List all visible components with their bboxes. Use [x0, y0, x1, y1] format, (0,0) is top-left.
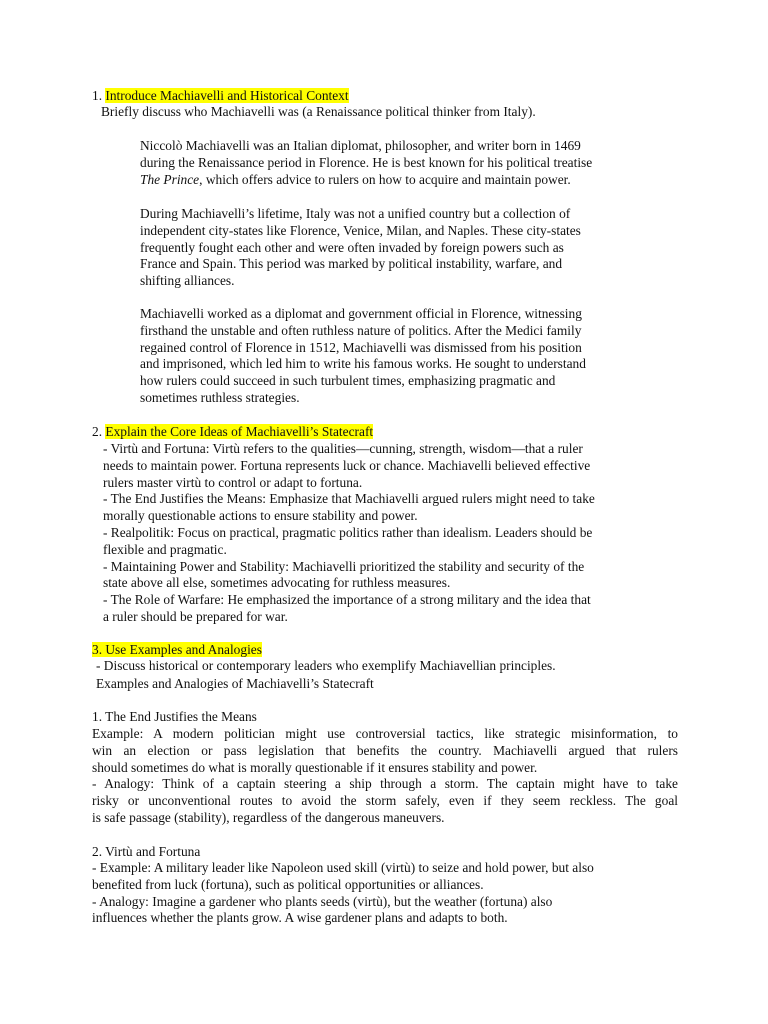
subsection-1-title: 1. The End Justifies the Means: [92, 709, 257, 724]
body-line: - Analogy: Think of a captain steering a ship through a storm. The captain might have to take: [92, 776, 678, 792]
paragraph-line: independent city-states like Florence, Venice, Milan, and Naples. These city-states: [140, 222, 581, 238]
list-line: needs to maintain power. Fortuna represents luck or chance. Machiavelli believed effective: [103, 457, 591, 473]
paragraph-line: During Machiavelli’s lifetime, Italy was not a unified country but a collection of: [140, 206, 571, 221]
paragraph-line: regained control of Florence in 1512, Machiavelli was dismissed from his position: [140, 339, 582, 355]
list-line: rulers master virtù to control or adapt to fortuna.: [103, 474, 363, 490]
body-line: benefited from luck (fortuna), such as political opportunities or alliances.: [92, 876, 484, 892]
body-line: is safe passage (stability), regardless of the dangerous maneuvers.: [92, 809, 445, 825]
body-line: should sometimes do what is morally questionable if it ensures stability and power.: [92, 759, 538, 775]
subsection-2-body: [92, 860, 594, 927]
body-line: Example: A modern politician might use controversial tactics, like strategic misinformation, to: [92, 726, 678, 741]
list-line: - Realpolitik: Focus on practical, pragmatic politics rather than idealism. Leaders should be: [103, 524, 593, 540]
paragraph-line: Niccolò Machiavelli was an Italian diplomat, philosopher, and writer born in 1469: [140, 138, 581, 153]
section-3-title: 3. Use Examples and Analogies: [92, 642, 262, 657]
list-line: - Virtù and Fortuna: Virtù refers to the qualities—cunning, strength, wisdom—that a ruler: [103, 441, 583, 456]
paragraph-1: [140, 138, 592, 188]
body-line: risky or unconventional routes to avoid the storm safely, even if they seem reckless. The goal: [92, 793, 678, 809]
body-line: influences whether the plants grow. A wise gardener plans and adapts to both.: [92, 910, 508, 926]
section-2-number: 2.: [92, 424, 103, 439]
section-3-subheading: Examples and Analogies of Machiavelli’s Statecraft: [96, 676, 374, 691]
section-3-intro: - Discuss historical or contemporary leaders who exemplify Machiavellian principles.: [96, 658, 556, 673]
paragraph-3: [140, 306, 586, 407]
subsection-2-title: 2. Virtù and Fortuna: [92, 844, 201, 859]
paragraph-line: shifting alliances.: [140, 273, 235, 289]
section-2-heading: [92, 424, 373, 441]
list-line: - Maintaining Power and Stability: Machiavelli prioritized the stability and security of the: [103, 558, 585, 574]
paragraph-line: how rulers could succeed in such turbulent times, emphasizing pragmatic and: [140, 373, 556, 389]
section-2-title: Explain the Core Ideas of Machiavelli’s Statecraft: [105, 424, 374, 439]
body-line: win an election or pass legislation that benefits the country. Machiavelli argued that rulers: [92, 742, 678, 758]
section-3-heading: [92, 642, 262, 659]
paragraph-line: France and Spain. This period was marked by political instability, warfare, and: [140, 256, 563, 272]
paragraph-line-tail: , which offers advice to rulers on how to acquire and maintain power.: [199, 171, 571, 187]
paragraph-2: [140, 206, 581, 290]
subsection-1-body: [92, 726, 678, 827]
list-line: - The End Justifies the Means: Emphasize that Machiavelli argued rulers might need to take: [103, 491, 595, 507]
paragraph-line: Machiavelli worked as a diplomat and government official in Florence, witnessing: [140, 306, 582, 321]
list-line: morally questionable actions to ensure stability and power.: [103, 508, 418, 524]
body-line: - Analogy: Imagine a gardener who plants seeds (virtù), but the weather (fortuna) also: [92, 893, 553, 909]
list-line: state above all else, sometimes advocating for ruthless measures.: [103, 575, 451, 591]
paragraph-line: firsthand the unstable and often ruthless nature of politics. After the Medici family: [140, 322, 582, 338]
section-1-intro: Briefly discuss who Machiavelli was (a Renaissance political thinker from Italy).: [101, 104, 536, 119]
paragraph-line: sometimes ruthless strategies.: [140, 389, 300, 405]
paragraph-line: and imprisoned, which led him to write his famous works. He sought to understand: [140, 356, 586, 372]
list-line: a ruler should be prepared for war.: [103, 608, 288, 624]
body-line: - Example: A military leader like Napoleon used skill (virtù) to seize and hold power, but also: [92, 860, 594, 875]
paragraph-line: during the Renaissance period in Florence. He is best known for his political treatise: [140, 154, 593, 170]
section-1-heading: [92, 88, 349, 105]
paragraph-line: frequently fought each other and were often invaded by foreign powers such as: [140, 239, 564, 255]
section-2-list: [103, 441, 595, 626]
book-title: The Prince: [140, 171, 200, 187]
list-line: flexible and pragmatic.: [103, 541, 227, 557]
paragraph-line: [140, 172, 592, 189]
list-line: - The Role of Warfare: He emphasized the importance of a strong military and the idea that: [103, 592, 591, 608]
section-1-number: 1.: [92, 88, 103, 103]
section-1-title: Introduce Machiavelli and Historical Context: [105, 88, 349, 103]
